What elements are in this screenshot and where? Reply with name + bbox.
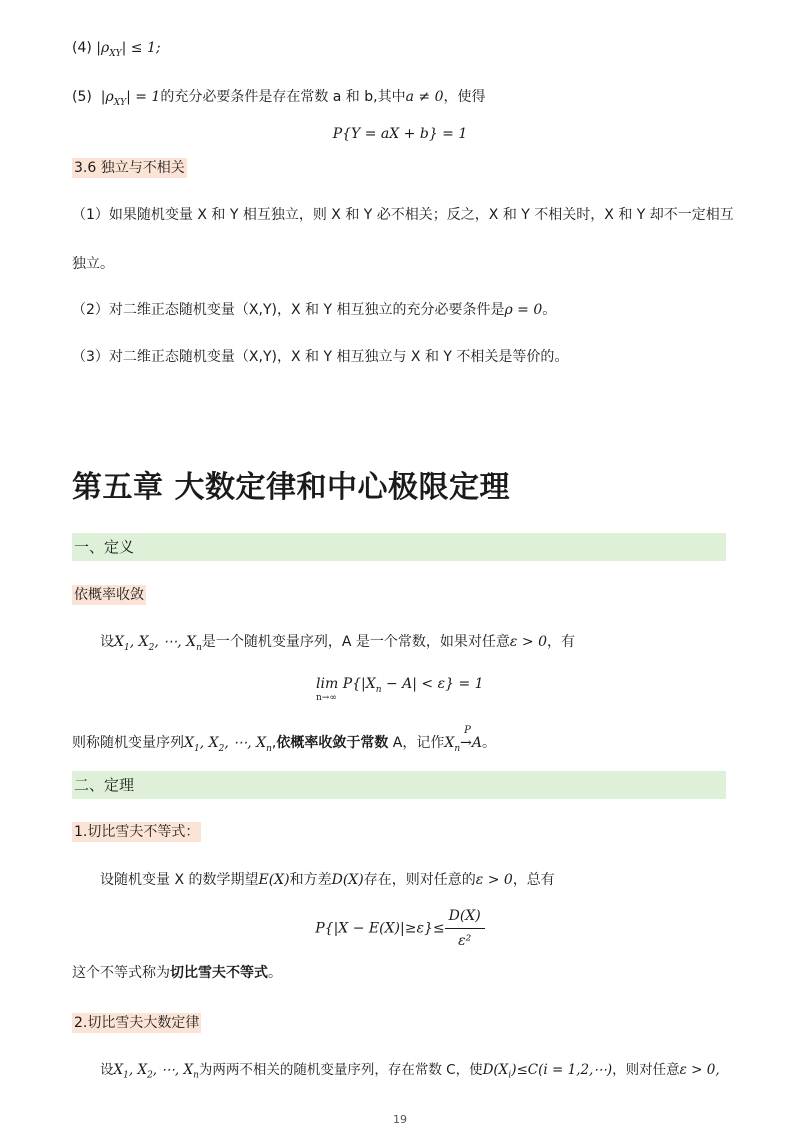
limit-formula: $\lim P\{|X_n - A| < \varepsilon\} = 1$ n→∞ — [316, 676, 484, 703]
convergence-notation: $X_n$ P →A — [444, 725, 482, 754]
paragraph-1-line-2: 独立。 — [72, 256, 114, 272]
theorem-band: 二、定理 — [72, 771, 726, 799]
convergence-subheading: 依概率收敛 — [74, 587, 144, 603]
definition-conclusion: 则称随机变量序列$X_1$, $X_2$, ⋯, $X_n$,依概率收敛于常数 A，记作$X_n$ P →A。 — [72, 725, 496, 754]
rho-equals-one: $|\rho_{XY}| = 1$ — [100, 89, 161, 108]
chapter-title: 第五章 大数定律和中心极限定理 — [72, 470, 510, 505]
chebyshev-lln-statement: 设$X_1$, $X_2$, ⋯, $X_n$为两两不相关的随机变量序列，存在常数 C，使$D(X_i)\le C(i$ = 1,2,⋯)，则对任意ε > 0, — [100, 1062, 720, 1081]
chebyshev-statement: 设随机变量 X 的数学期望E(X)和方差D(X)存在，则对任意的ε > 0，总有 — [100, 872, 555, 888]
definition-line-1: 设$X_1$, $X_2$, ⋯, $X_n$是一个随机变量序列，A 是一个常数，如果对任意ε > 0，有 — [100, 634, 575, 653]
sequence-x: $X_1$, $X_2$, ⋯, $X_n$ — [114, 634, 202, 653]
chebyshev-inequality-heading: 1.切比雪夫不等式： — [74, 824, 200, 840]
paragraph-3: （3）对二维正态随机变量（X,Y)，X 和 Y 相互独立与 X 和 Y 不相关是等价的。 — [72, 349, 569, 365]
sequence-x-2: $X_1$, $X_2$, ⋯, $X_n$ — [184, 735, 272, 754]
variance-dx: D(X) — [331, 872, 364, 888]
expectation-ex: E(X) — [258, 872, 290, 888]
paragraph-2: （2）对二维正态随机变量（X,Y)，X 和 Y 相互独立的充分必要条件是ρ = 0。 — [72, 302, 557, 318]
item-4: (4) $|\rho_{XY}| \le 1$; — [72, 40, 161, 59]
chebyshev-lln-heading: 2.切比雪夫大数定律 — [74, 1015, 200, 1031]
variance-bound: $D(X_i)\le C(i$ = 1,2,⋯) — [482, 1062, 613, 1081]
chebyshev-fraction: $\frac{D(X)}{\text{ε²}}$ — [445, 906, 485, 951]
linear-relation-formula: P{Y = aX + b} = 1 — [332, 126, 468, 142]
item-5: (5) $|\rho_{XY}| = 1$的充分必要条件是存在常数 a 和 b,其中a ≠ 0，使得 — [72, 89, 486, 108]
chebyshev-formula: P{|X − E(X)|≥ε}≤ $\frac{D(X)}{\text{ε²}}$ — [0, 906, 800, 951]
chebyshev-conclusion: 这个不等式称为切比雪夫不等式。 — [72, 965, 282, 981]
page-number: 19 — [393, 1113, 407, 1126]
rho-inequality: $|\rho_{XY}| \le 1$; — [96, 40, 161, 59]
section-3-6-heading: 3.6 独立与不相关 — [74, 160, 185, 176]
sequence-x-3: $X_1$, $X_2$, ⋯, $X_n$ — [113, 1062, 199, 1081]
definition-band: 一、定义 — [72, 533, 726, 561]
paragraph-1-line-1: （1）如果随机变量 X 和 Y 相互独立，则 X 和 Y 必不相关；反之，X 和 Y 不相关时，X 和 Y 却不一定相互 — [72, 207, 734, 223]
limit-body: $P\{|X_n - A| < \varepsilon\} = 1$ — [342, 676, 484, 695]
